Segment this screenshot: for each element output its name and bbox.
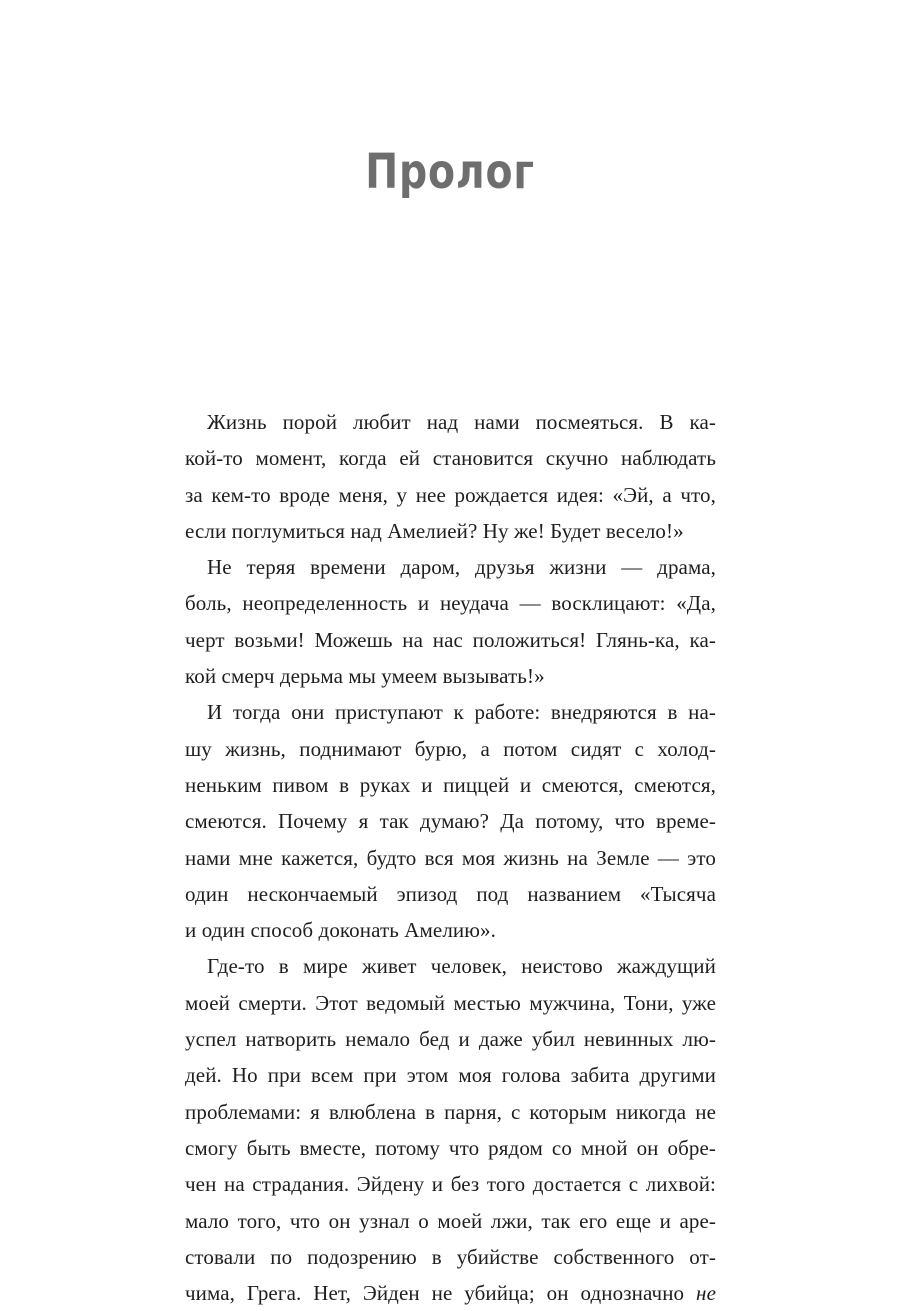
- paragraph-1: [185, 404, 716, 549]
- text-line: и один способ доконать Амелию».: [185, 918, 497, 943]
- text-line: черт возьми! Можешь на нас положиться! Глянь-ка, ка-: [185, 627, 716, 652]
- text-line: мало того, что он узнал о моей лжи, так его еще и аре-: [185, 1208, 716, 1233]
- text-line: Жизнь порой любит над нами посмеяться. В ка-: [207, 410, 716, 434]
- paragraph-4: [185, 948, 716, 1311]
- text-line: дей. Но при всем при этом моя голова забита другими: [185, 1063, 716, 1088]
- chapter-title: Пролог: [365, 144, 535, 200]
- text-line-final: [185, 1275, 716, 1311]
- text-line: проблемами: я влюблена в парня, с которым никогда не: [185, 1099, 716, 1124]
- text-line: стовали по подозрению в убийстве собственного от-: [185, 1244, 716, 1269]
- text-line-content: чима, Грега. Нет, Эйден не убийца; он однозначно: [185, 1281, 685, 1306]
- text-line: И тогда они приступают к работе: внедряются в на-: [207, 700, 716, 725]
- text-line: шу жизнь, поднимают бурю, а потом сидят с холод-: [185, 736, 716, 761]
- text-line: один нескончаемый эпизод под названием «Тысяча: [185, 881, 716, 906]
- text-line: Не теряя времени даром, друзья жизни — драма,: [207, 555, 716, 580]
- text-line: смеются. Почему я так думаю? Да потому, что време-: [185, 809, 716, 834]
- text-line: боль, неопределенность и неудача — восклицают: «Да,: [185, 591, 716, 616]
- text-line: кой-то момент, когда ей становится скучно наблюдать: [185, 446, 716, 471]
- paragraph-2: [185, 549, 716, 694]
- text-line: кой смерч дерьма мы умеем вызывать!»: [185, 664, 545, 689]
- text-line: смогу быть вместе, потому что рядом со мной он обре-: [185, 1135, 716, 1160]
- body-text: [185, 404, 716, 1311]
- text-line: Где-то в мире живет человек, неистово жаждущий: [207, 954, 716, 979]
- text-line: нами мне кажется, будто вся моя жизнь на Земле — это: [185, 845, 716, 870]
- text-line: моей смерти. Этот ведомый местью мужчина, Тони, уже: [185, 990, 716, 1015]
- text-line: за кем-то вроде меня, у нее рождается идея: «Эй, а что,: [185, 482, 716, 507]
- text-line: неньким пивом в руках и пиццей и смеются, смеются,: [185, 772, 716, 797]
- text-line: если поглумиться над Амелией? Ну же! Будет весело!»: [185, 518, 684, 543]
- text-line: чен на страдания. Эйдену и без того достается с лихвой:: [185, 1172, 716, 1197]
- text-line: успел натворить немало бед и даже убил невинных лю-: [185, 1027, 716, 1052]
- italic-word: не: [696, 1281, 716, 1306]
- paragraph-3: [185, 694, 716, 948]
